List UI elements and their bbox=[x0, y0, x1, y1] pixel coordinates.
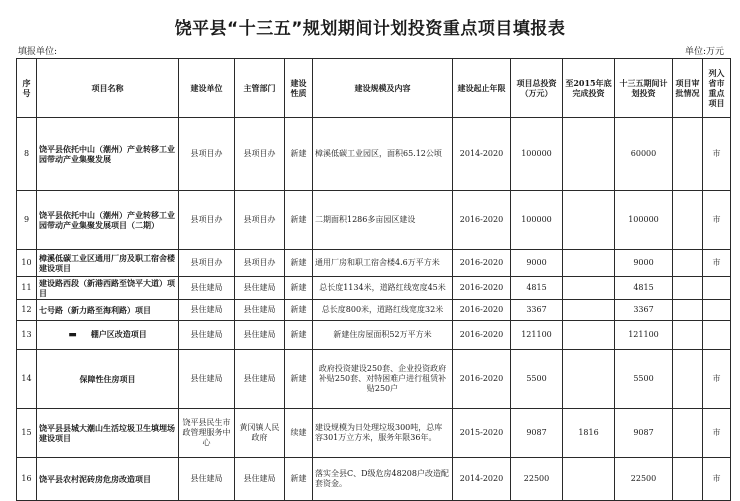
cell-dept: 县住建局 bbox=[235, 350, 285, 409]
cell-plan135: 60000 bbox=[615, 118, 673, 191]
header-dept: 主管部门 bbox=[235, 59, 285, 118]
cell-nature: 新建 bbox=[285, 300, 313, 321]
cell-builder: 县住建局 bbox=[179, 350, 235, 409]
cell-plan135: 5500 bbox=[615, 350, 673, 409]
page-title: 饶平县“十三五”规划期间计划投资重点项目填报表 bbox=[174, 19, 566, 39]
cell-scale: 总长度800米，道路红线宽度32米 bbox=[313, 300, 453, 321]
cell-total: 5500 bbox=[511, 350, 563, 409]
cell-plan135: 22500 bbox=[615, 458, 673, 501]
cell-name: 保障性住房项目 bbox=[37, 350, 179, 409]
cell-seq: 16 bbox=[17, 458, 37, 501]
cell-builder: 县住建局 bbox=[179, 321, 235, 350]
cell-years: 2016-2020 bbox=[453, 321, 511, 350]
header-approval: 项目审批情况 bbox=[673, 59, 703, 118]
cell-approval bbox=[673, 458, 703, 501]
cell-total: 4815 bbox=[511, 277, 563, 300]
cell-province: 市 bbox=[703, 350, 731, 409]
cell-total: 3367 bbox=[511, 300, 563, 321]
projects-table bbox=[16, 58, 731, 501]
table-row bbox=[17, 250, 731, 277]
cell-approval bbox=[673, 250, 703, 277]
cell-years: 2014-2020 bbox=[453, 458, 511, 501]
cell-dept: 县住建局 bbox=[235, 300, 285, 321]
cell-builder: 饶平县民生市政管理服务中心 bbox=[179, 409, 235, 458]
cell-dept: 黄冈镇人民政府 bbox=[235, 409, 285, 458]
cell-plan135: 100000 bbox=[615, 191, 673, 250]
header-plan135: 十三五期间计划投资 bbox=[615, 59, 673, 118]
cell-scale: 建设规模为日处理垃圾300吨，总库容301万立方米，服务年限36年。 bbox=[313, 409, 453, 458]
cell-name: 建设路西段（新港西路至饶平大道）项目 bbox=[37, 277, 179, 300]
cell-nature: 新建 bbox=[285, 277, 313, 300]
cell-years: 2016-2020 bbox=[453, 277, 511, 300]
cell-builder: 县住建局 bbox=[179, 277, 235, 300]
cell-name: 饶平县农村泥砖房危房改造项目 bbox=[37, 458, 179, 501]
cell-seq: 10 bbox=[17, 250, 37, 277]
cell-years: 2016-2020 bbox=[453, 350, 511, 409]
cell-total: 100000 bbox=[511, 191, 563, 250]
table-row bbox=[17, 409, 731, 458]
cell-years: 2015-2020 bbox=[453, 409, 511, 458]
cell-years: 2016-2020 bbox=[453, 250, 511, 277]
cell-province: 市 bbox=[703, 118, 731, 191]
header-seq: 序号 bbox=[17, 59, 37, 118]
header-name: 项目名称 bbox=[37, 59, 179, 118]
header-total: 项目总投资（万元） bbox=[511, 59, 563, 118]
cell-scale: 政府投资建设250套、企业投资政府补贴250套、对特困难户进行租赁补贴250户 bbox=[313, 350, 453, 409]
cell-nature: 新建 bbox=[285, 250, 313, 277]
cell-province: 市 bbox=[703, 409, 731, 458]
cell-province: 市 bbox=[703, 250, 731, 277]
header-scale: 建设规模及内容 bbox=[313, 59, 453, 118]
cell-province bbox=[703, 277, 731, 300]
header-years: 建设起止年限 bbox=[453, 59, 511, 118]
cell-scale: 总长度1134米，道路红线宽度45米 bbox=[313, 277, 453, 300]
cell-approval bbox=[673, 300, 703, 321]
header-nature: 建设性质 bbox=[285, 59, 313, 118]
cell-seq: 11 bbox=[17, 277, 37, 300]
cell-done2015 bbox=[563, 458, 615, 501]
cell-seq: 9 bbox=[17, 191, 37, 250]
cell-province: 市 bbox=[703, 458, 731, 501]
cell-seq: 13 bbox=[17, 321, 37, 350]
cell-approval bbox=[673, 350, 703, 409]
cell-approval bbox=[673, 277, 703, 300]
cell-name: 樟溪低碳工业区通用厂房及职工宿舍楼建设项目 bbox=[37, 250, 179, 277]
cell-name-text: 棚户区改造项目 bbox=[90, 328, 147, 339]
cell-total: 9087 bbox=[511, 409, 563, 458]
cell-done2015: 1816 bbox=[563, 409, 615, 458]
cell-nature: 新建 bbox=[285, 321, 313, 350]
cell-builder: 县项目办 bbox=[179, 118, 235, 191]
header-builder: 建设单位 bbox=[179, 59, 235, 118]
cell-seq: 15 bbox=[17, 409, 37, 458]
cell-total: 121100 bbox=[511, 321, 563, 350]
cell-approval bbox=[673, 409, 703, 458]
cell-nature: 新建 bbox=[285, 118, 313, 191]
cell-nature: 新建 bbox=[285, 458, 313, 501]
table-row bbox=[17, 118, 731, 191]
cell-scale: 新建住房屋面积52万平方米 bbox=[313, 321, 453, 350]
cell-plan135: 4815 bbox=[615, 277, 673, 300]
cell-plan135: 9087 bbox=[615, 409, 673, 458]
cell-done2015 bbox=[563, 118, 615, 191]
cell-done2015 bbox=[563, 350, 615, 409]
header-row bbox=[17, 59, 731, 118]
cell-province bbox=[703, 300, 731, 321]
cell-seq: 14 bbox=[17, 350, 37, 409]
cell-nature: 续建 bbox=[285, 409, 313, 458]
cell-name: 七号路（新力路至海利路）项目 bbox=[37, 300, 179, 321]
cell-dept: 县项目办 bbox=[235, 118, 285, 191]
cell-approval bbox=[673, 191, 703, 250]
cell-seq: 8 bbox=[17, 118, 37, 191]
cell-name: 饶平县依托中山（潮州）产业转移工业园带动产业集聚发展项目（二期） bbox=[37, 191, 179, 250]
cell-scale: 落实全县C、D级危房48208户改造配套资金。 bbox=[313, 458, 453, 501]
cell-total: 22500 bbox=[511, 458, 563, 501]
header-done2015: 至2015年底完成投资 bbox=[563, 59, 615, 118]
cell-total: 100000 bbox=[511, 118, 563, 191]
cell-plan135: 9000 bbox=[615, 250, 673, 277]
cell-done2015 bbox=[563, 321, 615, 350]
cell-done2015 bbox=[563, 250, 615, 277]
cell-seq: 12 bbox=[17, 300, 37, 321]
cell-dept: 县住建局 bbox=[235, 321, 285, 350]
cell-nature: 新建 bbox=[285, 350, 313, 409]
cell-name: 饶平县县城大潮山生活垃圾卫生填埋场建设项目 bbox=[37, 409, 179, 458]
cell-nature: 新建 bbox=[285, 191, 313, 250]
table-row bbox=[17, 277, 731, 300]
table-row bbox=[17, 350, 731, 409]
cell-name bbox=[37, 321, 179, 350]
cell-done2015 bbox=[563, 277, 615, 300]
cell-years: 2016-2020 bbox=[453, 191, 511, 250]
table-row bbox=[17, 458, 731, 501]
cell-province bbox=[703, 321, 731, 350]
cell-years: 2014-2020 bbox=[453, 118, 511, 191]
filler-label: 填报单位: bbox=[18, 47, 58, 57]
cell-dept: 县住建局 bbox=[235, 277, 285, 300]
cell-province: 市 bbox=[703, 191, 731, 250]
cell-plan135: 3367 bbox=[615, 300, 673, 321]
cell-approval bbox=[673, 321, 703, 350]
cell-total: 9000 bbox=[511, 250, 563, 277]
cell-dept: 县住建局 bbox=[235, 458, 285, 501]
cell-years: 2016-2020 bbox=[453, 300, 511, 321]
cell-name: 饶平县依托中山（潮州）产业转移工业园带动产业集聚发展 bbox=[37, 118, 179, 191]
cell-scale: 二期面积1286多亩园区建设 bbox=[313, 191, 453, 250]
cell-dept: 县项目办 bbox=[235, 191, 285, 250]
cell-scale: 樟溪低碳工业园区，面积65.12公顷 bbox=[313, 118, 453, 191]
cell-plan135: 121100 bbox=[615, 321, 673, 350]
table-row bbox=[17, 321, 731, 350]
unit-label: 单位:万元 bbox=[684, 47, 724, 57]
cell-dept: 县项目办 bbox=[235, 250, 285, 277]
cell-done2015 bbox=[563, 300, 615, 321]
table-row bbox=[17, 191, 731, 250]
table-row bbox=[17, 300, 731, 321]
cell-builder: 县住建局 bbox=[179, 458, 235, 501]
cell-builder: 县项目办 bbox=[179, 191, 235, 250]
cell-builder: 县项目办 bbox=[179, 250, 235, 277]
ink-mark: ▬ bbox=[68, 329, 77, 340]
cell-scale: 通用厂房和职工宿舍楼4.6万平方米 bbox=[313, 250, 453, 277]
cell-done2015 bbox=[563, 191, 615, 250]
cell-approval bbox=[673, 118, 703, 191]
header-province: 列入省市重点项目 bbox=[703, 59, 731, 118]
cell-builder: 县住建局 bbox=[179, 300, 235, 321]
